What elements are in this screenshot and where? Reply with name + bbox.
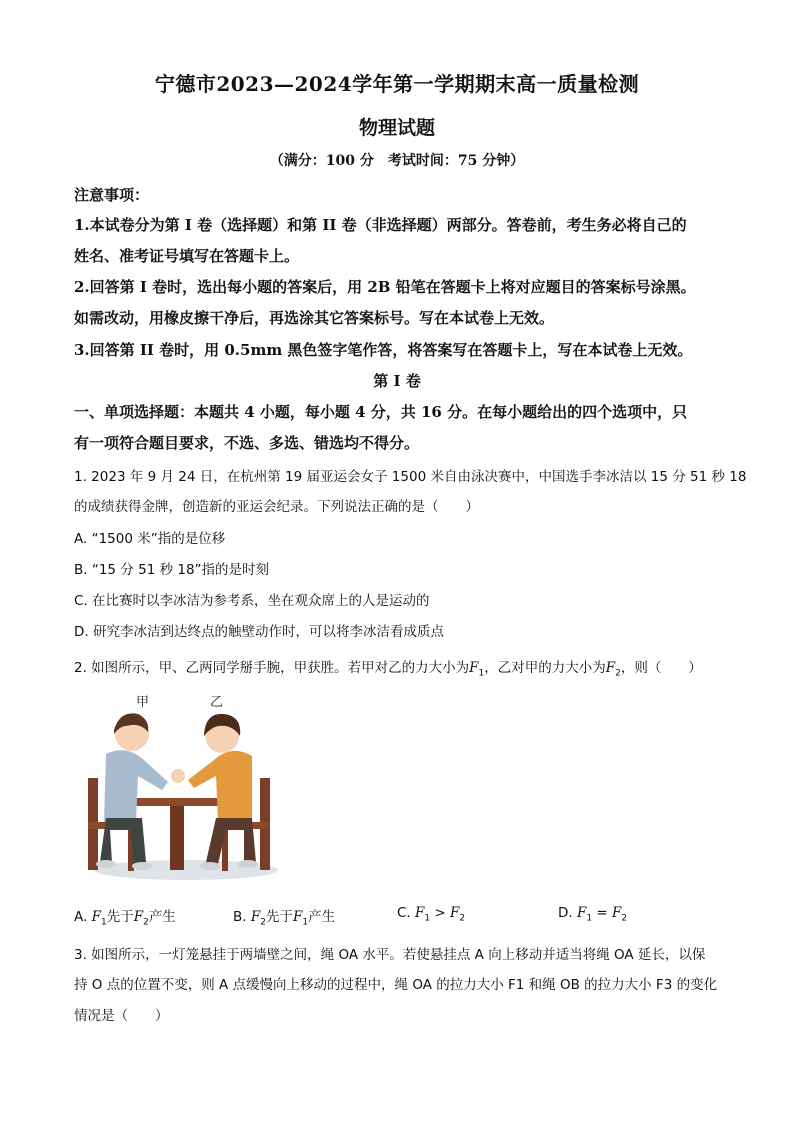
q2-stem-part-b: ，乙对甲的力大小为 — [484, 660, 606, 676]
person-yi-shoe — [200, 862, 220, 870]
symbol-f: F — [250, 909, 261, 925]
person-jia-legs — [100, 818, 146, 864]
q2-option-d — [558, 905, 627, 924]
note-line-3: 2.回答第 I 卷时，选出每小题的答案后，用 2B 铅笔在答题卡上将对应题目的答案标号涂黑。 — [74, 278, 696, 296]
section-heading-line-2: 有一项符合题目要求，不选、多选、错选均不得分。 — [74, 434, 420, 452]
exam-title: 宁德市2023—2024学年第一学期期末高一质量检测 — [154, 72, 640, 96]
clasped-hands — [171, 769, 185, 783]
relation-symbol: = — [596, 905, 608, 921]
option-letter: C. — [397, 905, 411, 921]
q2-stem-part-c: ，则（ ） — [620, 660, 702, 676]
symbol-f: F — [450, 905, 460, 921]
subscript: 2 — [143, 917, 149, 928]
q1-option-d: D. 研究李冰洁到达终点的触壁动作时，可以将李冰洁看成质点 — [74, 624, 444, 640]
person-jia-body — [104, 750, 168, 822]
subscript: 1 — [100, 917, 107, 928]
person-yi-legs — [206, 818, 256, 864]
relation-symbol: > — [434, 905, 446, 921]
q2-stem — [74, 656, 734, 679]
q3-stem-line-1: 3. 如图所示，一灯笼悬挂于两墙壁之间，绳 OA 水平。若使悬挂点 A 向上移动并适当将绳 OA 延长，以保 — [74, 947, 706, 963]
subscript: 1 — [424, 913, 431, 924]
volume-heading: 第 I 卷 — [373, 372, 421, 390]
q2-option-b — [233, 905, 335, 928]
q3-stem-line-3: 情况是（ ） — [74, 1008, 169, 1024]
person-jia-shoe — [96, 860, 116, 868]
note-line-2: 姓名、准考证号填写在答题卡上。 — [74, 247, 300, 265]
q3-stem-line-2: 持 O 点的位置不变，则 A 点缓慢向上移动的过程中，绳 OA 的拉力大小 F1 和绳 OB 的拉力大小 F3 的变化 — [74, 977, 718, 993]
option-text: 产生 — [148, 909, 176, 925]
section-heading-line-1: 一、单项选择题：本题共 4 小题，每小题 4 分，共 16 分。在每小题给出的四个选项中，只 — [74, 403, 688, 421]
symbol-f: F — [415, 905, 425, 921]
symbol-f: F — [469, 660, 479, 676]
symbol-f: F — [605, 660, 616, 676]
option-text: 先于 — [265, 909, 293, 925]
symbol-f: F — [576, 905, 587, 921]
note-line-5: 3.回答第 II 卷时，用 0.5mm 黑色签字笔作答，将答案写在答题卡上，写在本试卷上无效。 — [74, 341, 693, 359]
q2-option-a — [74, 905, 176, 928]
subscript: 2 — [615, 668, 621, 679]
label-yi: 乙 — [210, 695, 224, 710]
option-text: 先于 — [106, 909, 134, 925]
option-letter: D. — [558, 905, 573, 921]
note-line-1: 1.本试卷分为第 I 卷（选择题）和第 II 卷（非选择题）两部分。答卷前，考生务必将自己的 — [74, 216, 687, 234]
q1-option-a: A. “1500 米”指的是位移 — [74, 531, 226, 547]
option-letter: A. — [74, 909, 88, 925]
subject-title: 物理试题 — [358, 117, 435, 139]
subscript: 2 — [459, 913, 466, 924]
symbol-f: F — [612, 905, 622, 921]
subscript: 2 — [260, 917, 266, 928]
q2-stem-part-a: 2. 如图所示，甲、乙两同学掰手腕，甲获胜。若甲对乙的力大小为 — [74, 660, 470, 676]
subscript: 2 — [621, 913, 628, 924]
table-leg — [170, 806, 184, 870]
symbol-f: F — [133, 909, 144, 925]
option-letter: B. — [233, 909, 247, 925]
subscript: 1 — [586, 913, 593, 924]
option-text: 产生 — [308, 909, 336, 925]
subscript: 1 — [302, 917, 309, 928]
note-line-4: 如需改动，用橡皮擦干净后，再选涂其它答案标号。写在本试卷上无效。 — [74, 309, 555, 327]
q2-option-c — [397, 905, 465, 924]
q1-stem-line-1: 1. 2023 年 9 月 24 日，在杭州第 19 届亚运会女子 1500 米自由泳决赛中，中国选手李冰洁以 15 分 51 秒 18 — [74, 469, 747, 485]
notes-heading: 注意事项： — [74, 186, 150, 204]
q1-stem-line-2: 的成绩获得金牌，创造新的亚运会纪录。下列说法正确的是（ ） — [74, 499, 479, 515]
person-jia-shoe — [132, 862, 152, 870]
label-jia: 甲 — [136, 695, 150, 710]
q1-option-b: B. “15 分 51 秒 18”指的是时刻 — [74, 562, 270, 578]
symbol-f: F — [292, 909, 303, 925]
q1-option-c: C. 在比赛时以李冰洁为参考系，坐在观众席上的人是运动的 — [74, 593, 430, 609]
exam-meta: （满分：100 分 考试时间：75 分钟） — [269, 153, 525, 169]
symbol-f: F — [91, 909, 101, 925]
subscript: 1 — [478, 668, 485, 679]
arm-wrestling-illustration — [76, 690, 282, 886]
person-yi-shoe — [238, 860, 258, 868]
table-top — [136, 798, 224, 806]
person-yi-body — [188, 751, 252, 822]
